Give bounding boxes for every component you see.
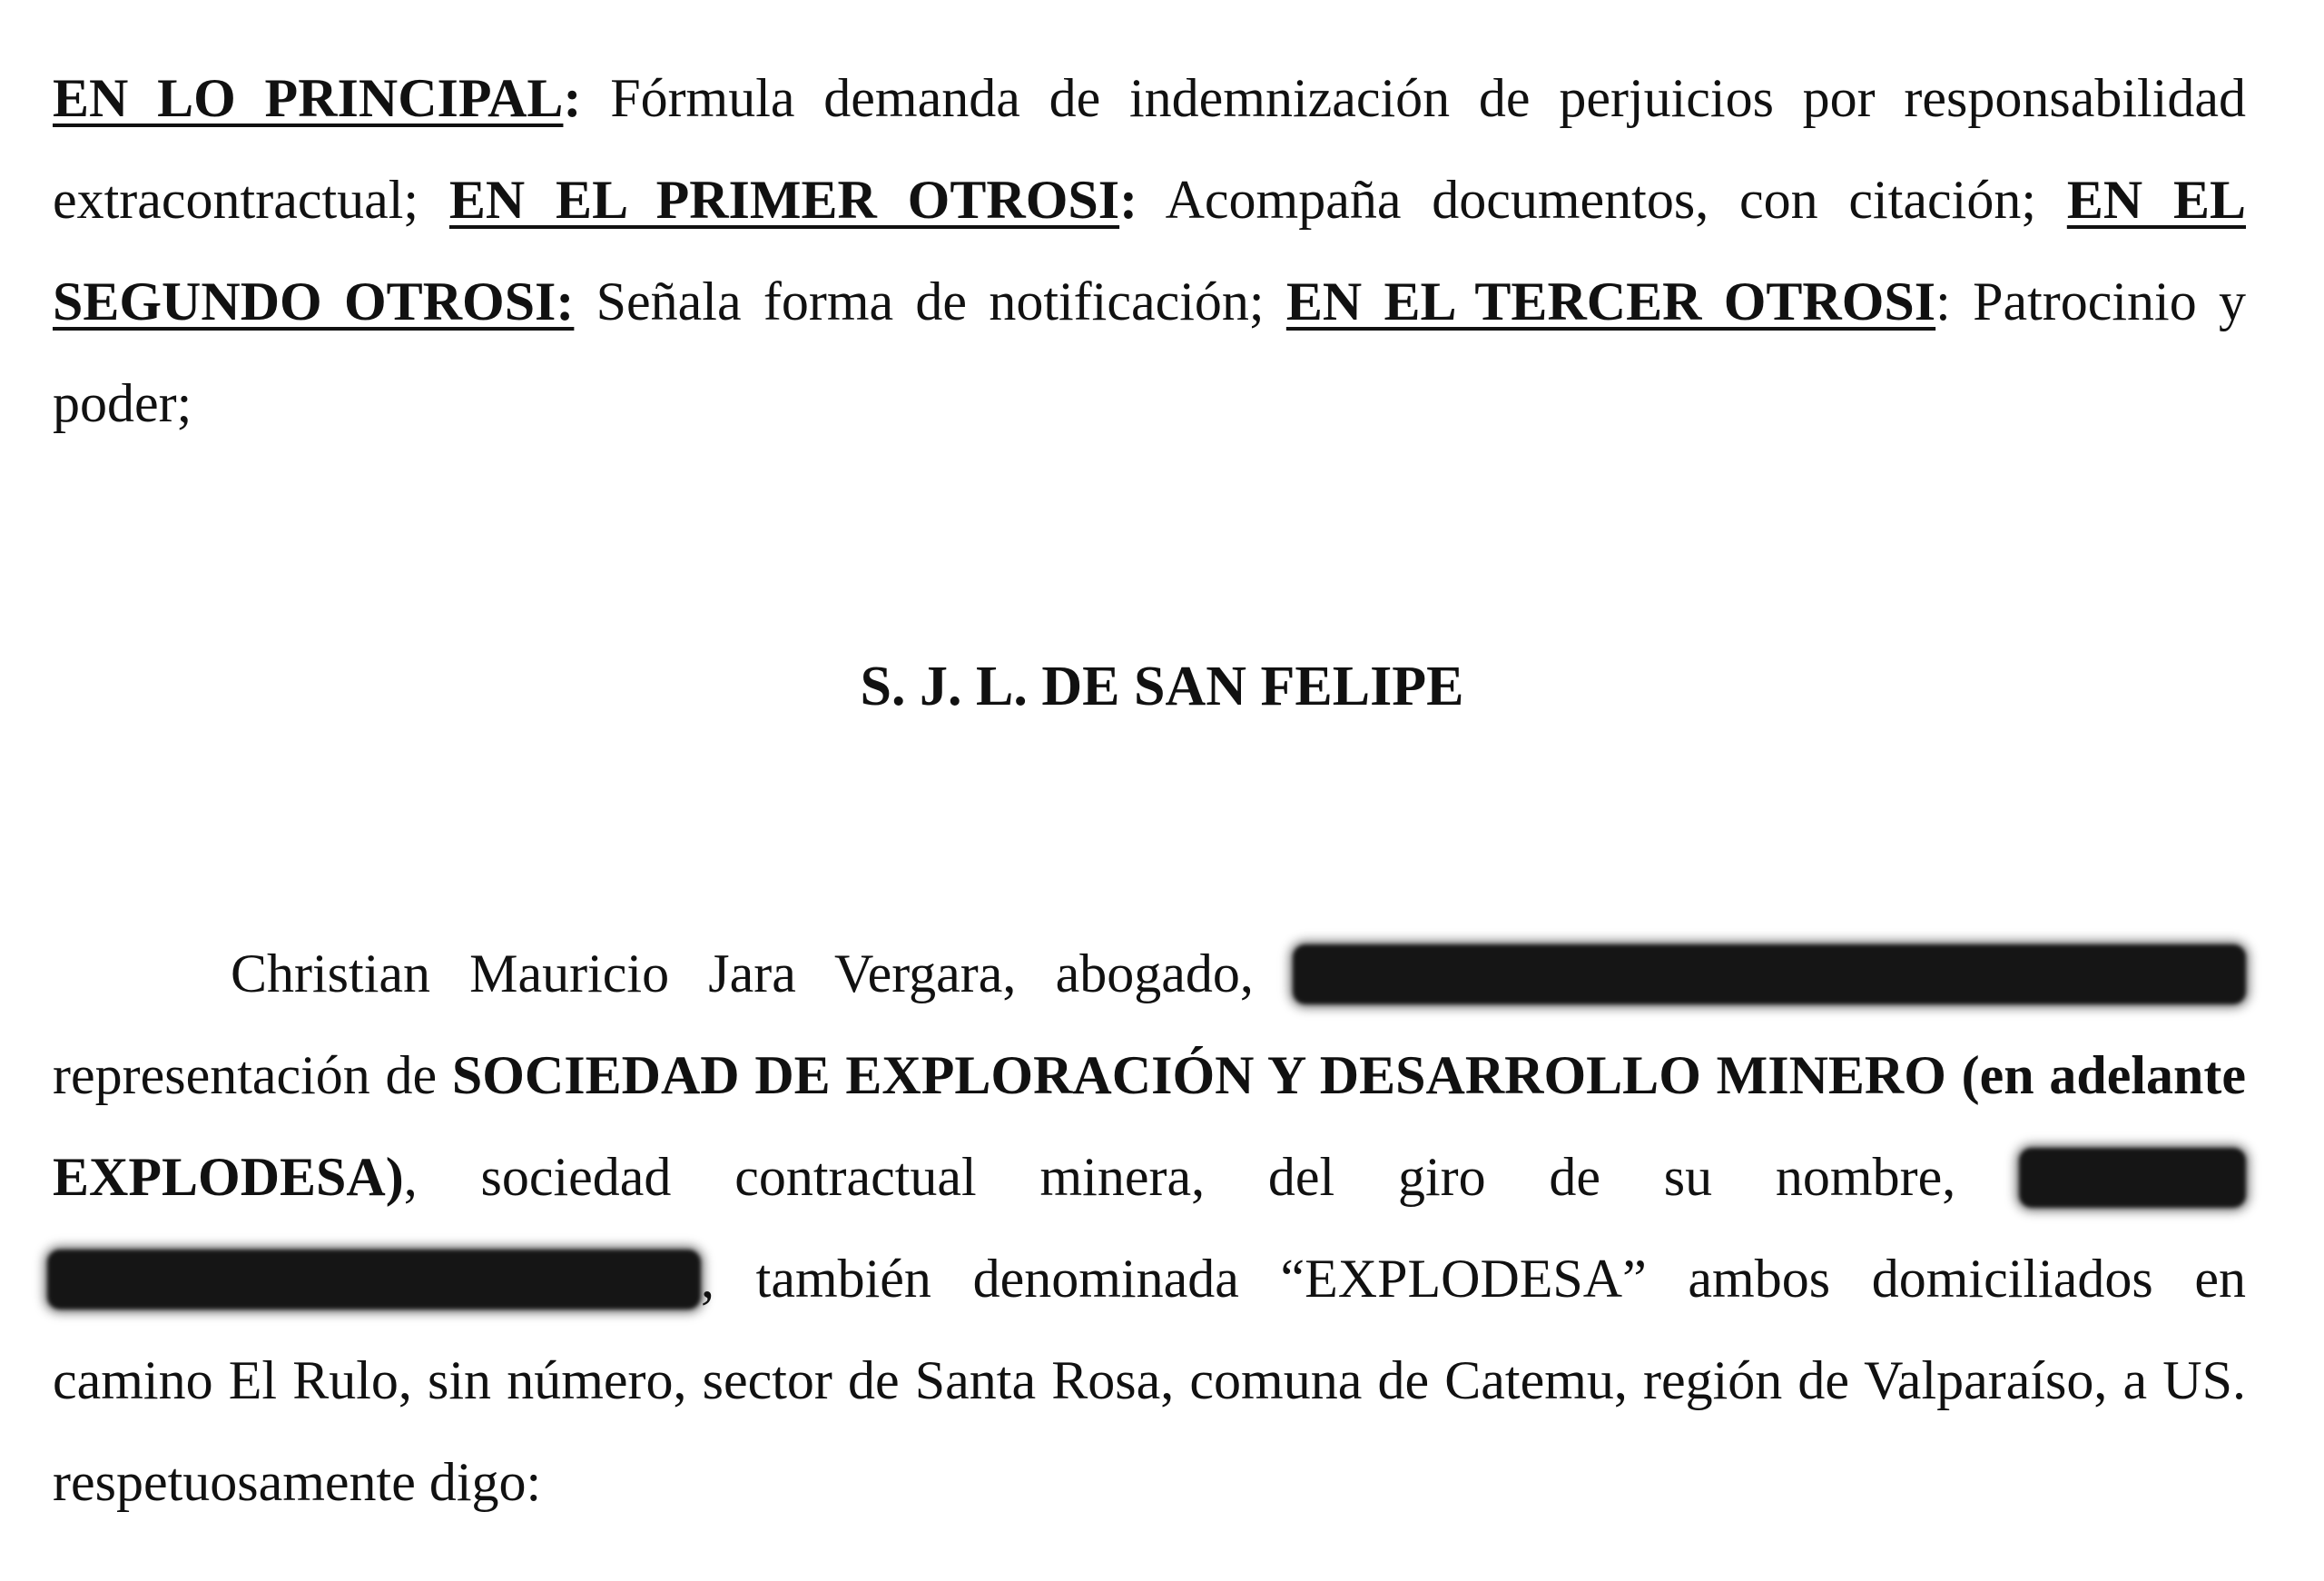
- court-title: S. J. L. DE SAN FELIPE: [860, 656, 1464, 717]
- primer-otrosi-label: EN EL PRIMER OTROSI: [448, 170, 1120, 230]
- body-text-3: , sociedad contractual minera, del giro de su nombre,: [403, 1147, 2019, 1207]
- company-name: SOCIEDAD DE EXPLORACIÓN Y DESARROLLO MINERO (en adelante EXPLODESA): [53, 1045, 2246, 1207]
- body-text-2: representación de: [53, 1045, 452, 1105]
- body-paragraph: [53, 923, 2246, 1533]
- tercer-otrosi-label: EN EL TERCER OTROSI: [1285, 272, 1936, 331]
- redaction-block: [2019, 1148, 2246, 1208]
- segundo-otrosi-label: EN EL SEGUNDO OTROSI:: [53, 170, 2246, 331]
- sumilla-paragraph: [53, 47, 2246, 454]
- principal-text: Fórmula demanda de indemnización de perjuicios por responsabilidad extracontractual;: [53, 68, 2246, 230]
- principal-colon: :: [563, 68, 582, 128]
- segundo-otrosi-text: Señala forma de notificación;: [574, 272, 1286, 331]
- redaction-block: [1293, 944, 2246, 1004]
- tercer-otrosi-text: : Patrocinio y poder;: [53, 272, 2246, 433]
- primer-otrosi-text: Acompaña documentos, con citación;: [1137, 170, 2067, 230]
- principal-label: EN LO PRINCIPAL: [53, 68, 564, 128]
- redaction-block: [47, 1250, 701, 1309]
- body-text-1: Christian Mauricio Jara Vergara, abogado,: [231, 944, 1293, 1003]
- body-text-4: , también denominada “EXPLODESA” ambos domiciliados en camino El Rulo, sin número, sector de Santa Rosa, comuna de Catemu, región de Valparaíso, a US. respetuosamente digo:: [53, 1249, 2246, 1512]
- primer-otrosi-colon: :: [1119, 170, 1138, 230]
